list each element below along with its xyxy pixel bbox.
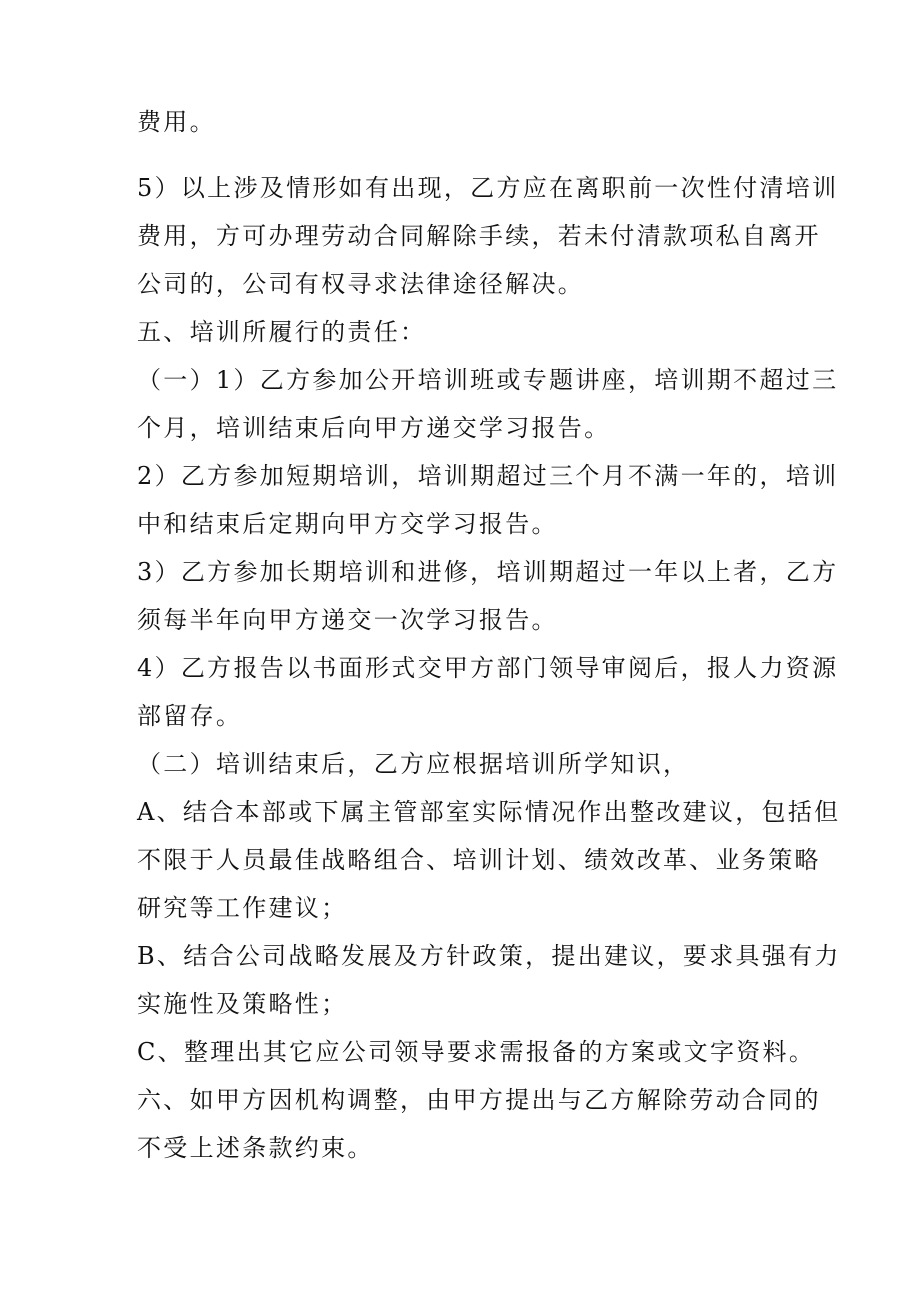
text-line: 5）以上涉及情形如有出现，乙方应在离职前一次性付清培训 [137,174,839,202]
text-line: 2）乙方参加短期培训，培训期超过三个月不满一年的，培训 [137,462,839,490]
text-line: （二）培训结束后，乙方应根据培训所学知识， [137,750,690,778]
text-line: 研究等工作建议； [137,894,348,922]
document-body [137,98,841,1172]
text-line: 4）乙方报告以书面形式交甲方部门领导审阅后，报人力资源 [137,654,839,682]
text-line: （一）1）乙方参加公开培训班或专题讲座，培训期不超过三 [137,366,839,394]
text-line: A、结合本部或下属主管部室实际情况作出整改建议，包括但 [137,798,841,826]
text-line: 不受上述条款约束。 [137,1134,374,1162]
text-line: B、结合公司战略发展及方针政策，提出建议，要求具强有力 [137,942,841,970]
text-line: 3）乙方参加长期培训和进修，培训期超过一年以上者，乙方 [137,558,839,586]
text-line: 部留存。 [137,702,243,730]
text-line: 实施性及策略性； [137,990,348,1018]
section-heading: 六、如甲方因机构调整，由甲方提出与乙方解除劳动合同的 [137,1086,821,1114]
text-line: 须每半年向甲方递交一次学习报告。 [137,606,558,634]
text-line: 公司的，公司有权寻求法律途径解决。 [137,270,585,298]
text-line: 费用。 [137,108,216,136]
text-line: 个月，培训结束后向甲方递交学习报告。 [137,414,611,442]
text-line: 费用，方可办理劳动合同解除手续，若未付清款项私自离开 [137,222,821,250]
text-line: 中和结束后定期向甲方交学习报告。 [137,510,558,538]
text-line: 不限于人员最佳战略组合、培训计划、绩效改革、业务策略 [137,846,821,874]
paragraph-gap [137,146,787,164]
text-line: C、整理出其它应公司领导要求需报备的方案或文字资料。 [137,1038,816,1066]
section-heading: 五、培训所履行的责任： [137,318,427,346]
